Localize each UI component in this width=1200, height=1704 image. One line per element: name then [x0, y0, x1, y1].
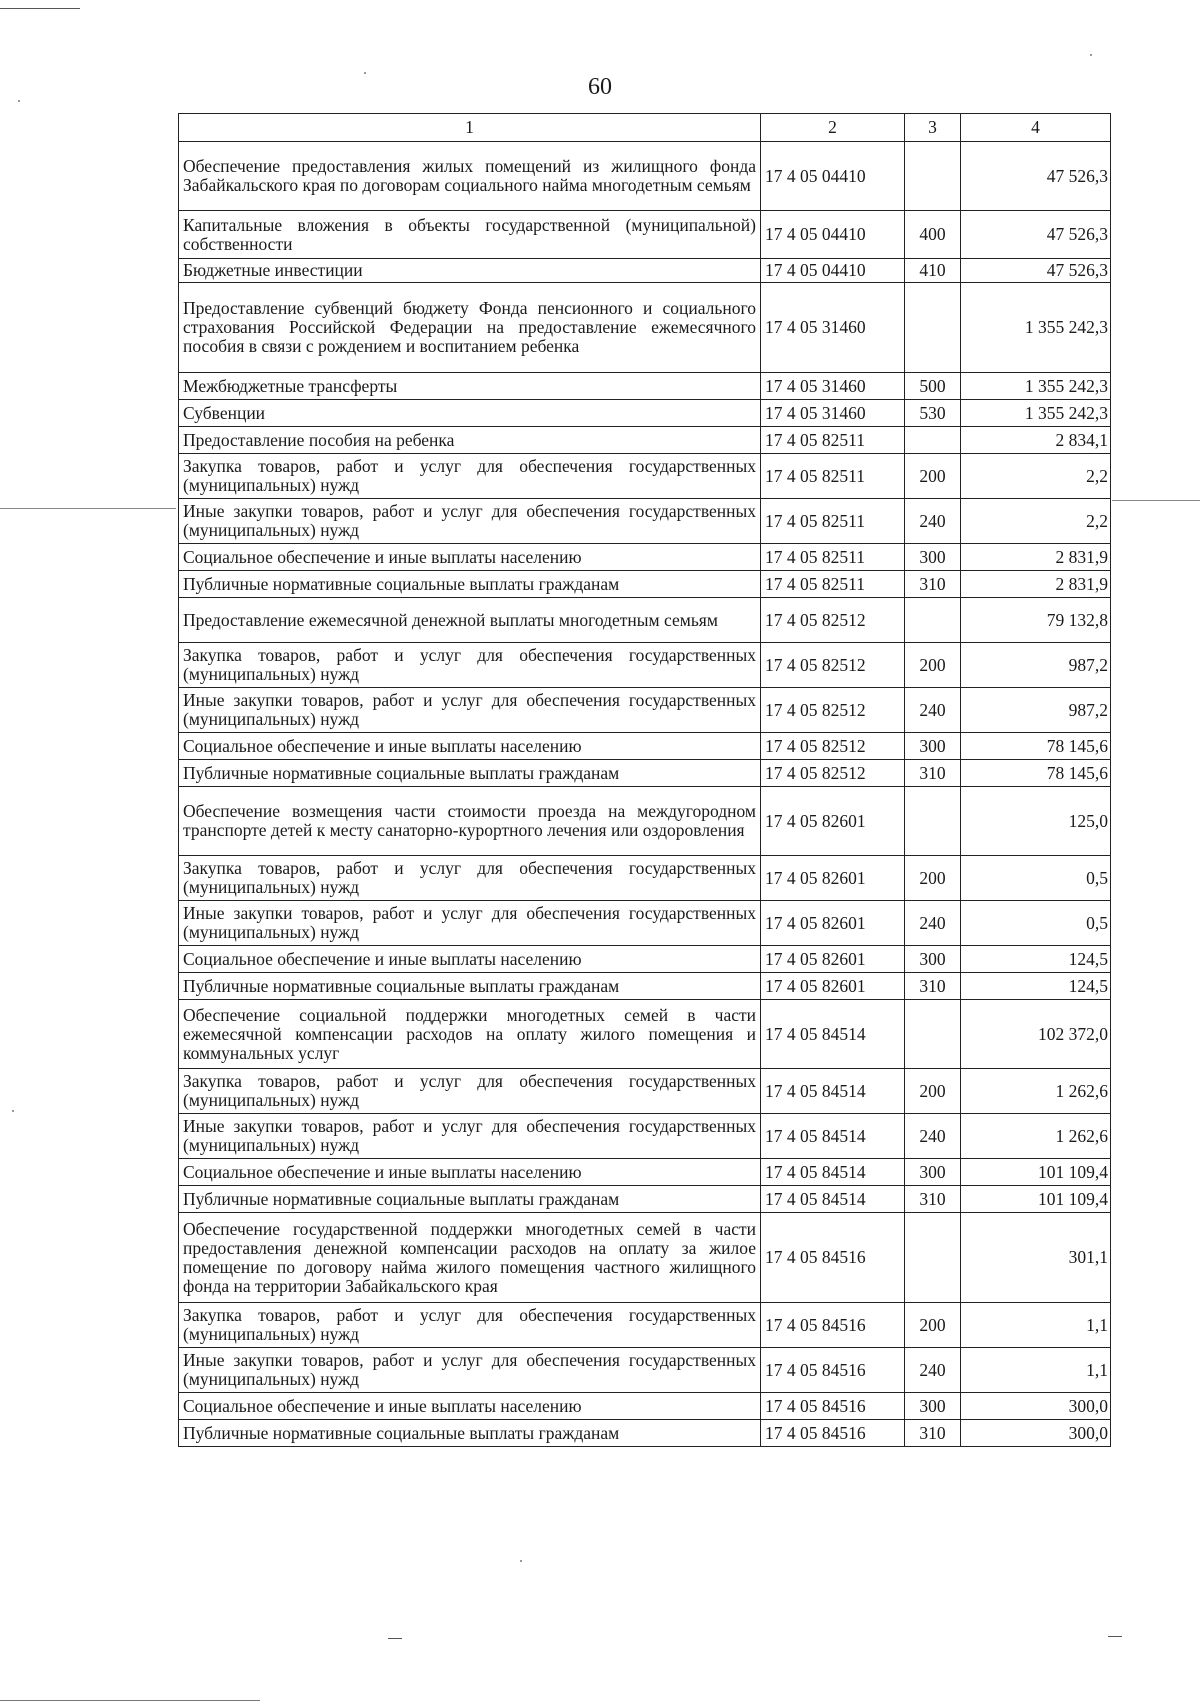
row-code-cell: 17 4 05 82511	[761, 454, 905, 499]
row-code-cell: 17 4 05 82601	[761, 946, 905, 973]
table-row	[179, 373, 1111, 400]
table-row	[179, 400, 1111, 427]
row-code-cell: 17 4 05 84514	[761, 1000, 905, 1069]
row-name-cell: Предоставление ежемесячной денежной выплаты многодетным семьям	[179, 598, 761, 643]
table-row	[179, 1420, 1111, 1447]
column-header: 1	[179, 114, 761, 142]
row-code-cell: 17 4 05 84516	[761, 1348, 905, 1393]
row-type-cell: 200	[905, 1069, 961, 1114]
row-name-cell: Капитальные вложения в объекты государственной (муниципальной) собственности	[179, 211, 761, 259]
row-type-cell: 410	[905, 259, 961, 283]
row-amount-cell: 78 145,6	[961, 733, 1111, 760]
row-name-cell: Закупка товаров, работ и услуг для обеспечения государственных (муниципальных) нужд	[179, 1303, 761, 1348]
row-name-cell: Публичные нормативные социальные выплаты гражданам	[179, 760, 761, 787]
row-type-cell: 240	[905, 499, 961, 544]
row-name-cell: Иные закупки товаров, работ и услуг для обеспечения государственных (муниципальных) нужд	[179, 688, 761, 733]
table-row	[179, 1348, 1111, 1393]
row-amount-cell: 2 831,9	[961, 544, 1111, 571]
row-type-cell	[905, 787, 961, 856]
table-row	[179, 598, 1111, 643]
row-type-cell: 300	[905, 1393, 961, 1420]
row-name-cell: Бюджетные инвестиции	[179, 259, 761, 283]
row-type-cell: 530	[905, 400, 961, 427]
table-row	[179, 1159, 1111, 1186]
row-amount-cell: 124,5	[961, 946, 1111, 973]
row-name-cell: Закупка товаров, работ и услуг для обеспечения государственных (муниципальных) нужд	[179, 856, 761, 901]
row-amount-cell: 1 262,6	[961, 1114, 1111, 1159]
row-amount-cell: 47 526,3	[961, 211, 1111, 259]
table-row	[179, 1393, 1111, 1420]
row-name-cell: Социальное обеспечение и иные выплаты населению	[179, 733, 761, 760]
row-type-cell	[905, 1213, 961, 1303]
row-type-cell: 310	[905, 1420, 961, 1447]
table-row	[179, 901, 1111, 946]
row-name-cell: Межбюджетные трансферты	[179, 373, 761, 400]
table-row	[179, 1000, 1111, 1069]
row-amount-cell: 1 355 242,3	[961, 400, 1111, 427]
page-number: 60	[588, 74, 612, 100]
row-amount-cell: 2 834,1	[961, 427, 1111, 454]
row-name-cell: Обеспечение предоставления жилых помещений из жилищного фонда Забайкальского края по договорам социального найма многодетным семьям	[179, 142, 761, 211]
row-type-cell: 300	[905, 946, 961, 973]
row-code-cell: 17 4 05 31460	[761, 373, 905, 400]
column-header: 2	[761, 114, 905, 142]
scan-artifact-line	[0, 8, 80, 9]
row-code-cell: 17 4 05 82512	[761, 598, 905, 643]
row-name-cell: Иные закупки товаров, работ и услуг для обеспечения государственных (муниципальных) нужд	[179, 1114, 761, 1159]
row-amount-cell: 1,1	[961, 1303, 1111, 1348]
row-name-cell: Социальное обеспечение и иные выплаты населению	[179, 1393, 761, 1420]
row-code-cell: 17 4 05 82511	[761, 499, 905, 544]
table-row	[179, 1186, 1111, 1213]
row-type-cell: 240	[905, 1348, 961, 1393]
row-type-cell: 200	[905, 1303, 961, 1348]
table-row	[179, 688, 1111, 733]
table-row	[179, 544, 1111, 571]
row-code-cell: 17 4 05 84516	[761, 1303, 905, 1348]
table-header-row	[179, 114, 1111, 142]
row-type-cell	[905, 598, 961, 643]
table-row	[179, 643, 1111, 688]
row-type-cell	[905, 283, 961, 373]
row-amount-cell: 2,2	[961, 454, 1111, 499]
row-name-cell: Публичные нормативные социальные выплаты гражданам	[179, 1420, 761, 1447]
row-type-cell: 310	[905, 1186, 961, 1213]
row-code-cell: 17 4 05 82512	[761, 760, 905, 787]
column-header: 3	[905, 114, 961, 142]
table-row	[179, 733, 1111, 760]
row-code-cell: 17 4 05 84514	[761, 1159, 905, 1186]
row-amount-cell: 2,2	[961, 499, 1111, 544]
row-type-cell: 400	[905, 211, 961, 259]
row-amount-cell: 1 262,6	[961, 1069, 1111, 1114]
row-type-cell: 310	[905, 973, 961, 1000]
table-row	[179, 1213, 1111, 1303]
row-name-cell: Обеспечение возмещения части стоимости проезда на междугородном транспорте детей к месту санаторно-курортного лечения или оздоровления	[179, 787, 761, 856]
row-amount-cell: 1,1	[961, 1348, 1111, 1393]
table-row	[179, 1114, 1111, 1159]
budget-table	[178, 113, 1111, 1447]
row-code-cell: 17 4 05 82511	[761, 427, 905, 454]
row-code-cell: 17 4 05 82601	[761, 901, 905, 946]
row-type-cell: 200	[905, 643, 961, 688]
row-type-cell	[905, 1000, 961, 1069]
row-amount-cell: 0,5	[961, 901, 1111, 946]
row-amount-cell: 300,0	[961, 1420, 1111, 1447]
row-name-cell: Иные закупки товаров, работ и услуг для обеспечения государственных (муниципальных) нужд	[179, 499, 761, 544]
table-row	[179, 259, 1111, 283]
row-code-cell: 17 4 05 84516	[761, 1393, 905, 1420]
row-amount-cell: 101 109,4	[961, 1159, 1111, 1186]
row-amount-cell: 300,0	[961, 1393, 1111, 1420]
table-row	[179, 973, 1111, 1000]
row-name-cell: Публичные нормативные социальные выплаты гражданам	[179, 1186, 761, 1213]
row-code-cell: 17 4 05 84514	[761, 1114, 905, 1159]
row-amount-cell: 78 145,6	[961, 760, 1111, 787]
table-row	[179, 787, 1111, 856]
row-type-cell: 240	[905, 688, 961, 733]
row-name-cell: Публичные нормативные социальные выплаты гражданам	[179, 571, 761, 598]
row-type-cell: 300	[905, 544, 961, 571]
row-name-cell: Иные закупки товаров, работ и услуг для обеспечения государственных (муниципальных) нужд	[179, 1348, 761, 1393]
row-amount-cell: 101 109,4	[961, 1186, 1111, 1213]
row-code-cell: 17 4 05 31460	[761, 400, 905, 427]
row-type-cell: 310	[905, 571, 961, 598]
row-name-cell: Субвенции	[179, 400, 761, 427]
row-code-cell: 17 4 05 82601	[761, 973, 905, 1000]
row-amount-cell: 987,2	[961, 643, 1111, 688]
row-type-cell: 240	[905, 1114, 961, 1159]
row-name-cell: Иные закупки товаров, работ и услуг для обеспечения государственных (муниципальных) нужд	[179, 901, 761, 946]
table-row	[179, 427, 1111, 454]
row-name-cell: Социальное обеспечение и иные выплаты населению	[179, 544, 761, 571]
row-code-cell: 17 4 05 04410	[761, 259, 905, 283]
row-type-cell	[905, 142, 961, 211]
table-row	[179, 856, 1111, 901]
row-type-cell: 300	[905, 733, 961, 760]
row-type-cell: 200	[905, 856, 961, 901]
scan-artifact-line	[1108, 1636, 1122, 1637]
row-amount-cell: 987,2	[961, 688, 1111, 733]
row-name-cell: Обеспечение государственной поддержки многодетных семей в части предоставления денежной компенсации расходов на оплату за жилое помещение по договору найма жилого помещения частного жилищного фонда на территории Забайкальского края	[179, 1213, 761, 1303]
row-code-cell: 17 4 05 31460	[761, 283, 905, 373]
scan-speck	[12, 1110, 14, 1112]
scan-speck	[520, 1560, 522, 1562]
table-row	[179, 454, 1111, 499]
row-name-cell: Предоставление пособия на ребенка	[179, 427, 761, 454]
row-amount-cell: 1 355 242,3	[961, 283, 1111, 373]
table-row	[179, 946, 1111, 973]
row-type-cell: 300	[905, 1159, 961, 1186]
row-amount-cell: 47 526,3	[961, 259, 1111, 283]
scan-artifact-line	[388, 1638, 402, 1639]
row-code-cell: 17 4 05 84514	[761, 1069, 905, 1114]
row-type-cell: 200	[905, 454, 961, 499]
row-type-cell: 500	[905, 373, 961, 400]
row-code-cell: 17 4 05 82601	[761, 787, 905, 856]
row-amount-cell: 301,1	[961, 1213, 1111, 1303]
table-row	[179, 283, 1111, 373]
table-row	[179, 499, 1111, 544]
row-name-cell: Закупка товаров, работ и услуг для обеспечения государственных (муниципальных) нужд	[179, 454, 761, 499]
row-code-cell: 17 4 05 82512	[761, 733, 905, 760]
row-type-cell: 310	[905, 760, 961, 787]
row-name-cell: Предоставление субвенций бюджету Фонда пенсионного и социального страхования Российской Федерации на предоставление ежемесячного пособия в связи с рождением и воспитанием ребенка	[179, 283, 761, 373]
row-name-cell: Публичные нормативные социальные выплаты гражданам	[179, 973, 761, 1000]
row-code-cell: 17 4 05 04410	[761, 211, 905, 259]
row-amount-cell: 0,5	[961, 856, 1111, 901]
row-code-cell: 17 4 05 82512	[761, 688, 905, 733]
row-code-cell: 17 4 05 82511	[761, 571, 905, 598]
row-amount-cell: 1 355 242,3	[961, 373, 1111, 400]
row-code-cell: 17 4 05 84514	[761, 1186, 905, 1213]
row-code-cell: 17 4 05 82512	[761, 643, 905, 688]
row-name-cell: Закупка товаров, работ и услуг для обеспечения государственных (муниципальных) нужд	[179, 1069, 761, 1114]
scan-speck	[1090, 54, 1092, 56]
row-type-cell	[905, 427, 961, 454]
table-row	[179, 142, 1111, 211]
row-code-cell: 17 4 05 82601	[761, 856, 905, 901]
row-type-cell: 240	[905, 901, 961, 946]
row-code-cell: 17 4 05 04410	[761, 142, 905, 211]
row-name-cell: Закупка товаров, работ и услуг для обеспечения государственных (муниципальных) нужд	[179, 643, 761, 688]
scan-artifact-line	[0, 508, 176, 509]
scan-artifact-line	[0, 1700, 260, 1701]
row-code-cell: 17 4 05 84516	[761, 1420, 905, 1447]
table-row	[179, 1303, 1111, 1348]
table-row	[179, 1069, 1111, 1114]
table-row	[179, 571, 1111, 598]
row-name-cell: Обеспечение социальной поддержки многодетных семей в части ежемесячной компенсации расходов на оплату жилого помещения и коммунальных услуг	[179, 1000, 761, 1069]
row-amount-cell: 125,0	[961, 787, 1111, 856]
scan-artifact-line	[1112, 500, 1200, 501]
row-amount-cell: 2 831,9	[961, 571, 1111, 598]
row-amount-cell: 124,5	[961, 973, 1111, 1000]
row-code-cell: 17 4 05 82511	[761, 544, 905, 571]
row-amount-cell: 47 526,3	[961, 142, 1111, 211]
table-row	[179, 211, 1111, 259]
row-amount-cell: 102 372,0	[961, 1000, 1111, 1069]
column-header: 4	[961, 114, 1111, 142]
row-amount-cell: 79 132,8	[961, 598, 1111, 643]
table-row	[179, 760, 1111, 787]
row-code-cell: 17 4 05 84516	[761, 1213, 905, 1303]
row-name-cell: Социальное обеспечение и иные выплаты населению	[179, 946, 761, 973]
row-name-cell: Социальное обеспечение и иные выплаты населению	[179, 1159, 761, 1186]
